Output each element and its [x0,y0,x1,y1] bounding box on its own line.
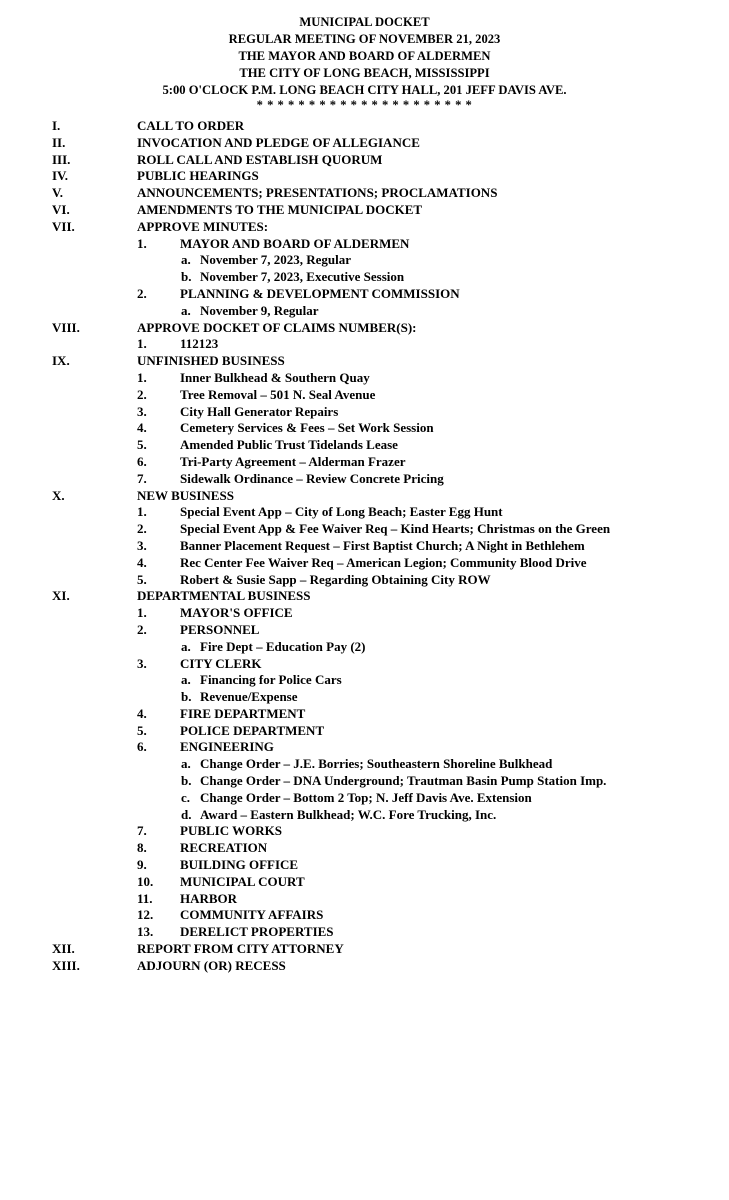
star-divider: * * * * * * * * * * * * * * * * * * * * * [256,98,473,112]
agenda-subitem [0,756,729,773]
agenda-subitem-title: November 7, 2023, Regular [200,252,352,268]
agenda-item-title: FIRE DEPARTMENT [180,705,306,721]
agenda-item-number: 2. [137,386,147,402]
agenda-item-number: 1. [137,336,147,352]
agenda-item-title: MAYOR'S OFFICE [180,605,293,621]
agenda-section-number: XI. [52,588,70,604]
agenda-item [0,454,729,471]
agenda-section-title: ANNOUNCEMENTS; PRESENTATIONS; PROCLAMATIONS [137,185,498,201]
agenda-item-number: 8. [137,840,147,856]
agenda-item [0,874,729,891]
agenda-section [0,588,729,605]
agenda-section-title: PUBLIC HEARINGS [137,168,259,184]
agenda-section-title: CALL TO ORDER [137,118,245,133]
city-line: THE CITY OF LONG BEACH, MISSISSIPPI [239,66,490,80]
agenda-item-number: 11. [137,890,153,906]
agenda-item-title: RECREATION [180,840,268,856]
agenda-item-number: 1. [137,605,147,621]
agenda-item [0,404,729,421]
agenda-subitem-number: a. [181,756,191,772]
agenda-item [0,823,729,840]
agenda-section-title: ADJOURN (OR) RECESS [137,957,286,973]
agenda-item [0,471,729,488]
agenda-subitem-title: November 9, Regular [200,302,319,318]
agenda-section-number: XIII. [52,957,80,973]
agenda-item-title: DERELICT PROPERTIES [180,924,334,940]
agenda-item-title: Special Event App & Fee Waiver Req – Kind Hearts; Christmas on the Green [180,521,611,537]
agenda-item [0,656,729,673]
agenda-item-title: Inner Bulkhead & Southern Quay [180,369,370,385]
agenda-item-number: 1. [137,235,147,251]
docket-header [0,14,729,112]
agenda-item-number: 5. [137,437,147,453]
agenda-item-title: Tri-Party Agreement – Alderman Frazer [180,453,406,469]
agenda-item-number: 9. [137,857,147,873]
agenda-item [0,605,729,622]
agenda-list [0,118,729,975]
agenda-section [0,152,729,169]
agenda-item-title: Tree Removal – 501 N. Seal Avenue [180,386,376,402]
agenda-section-number: V. [52,185,63,201]
agenda-section [0,135,729,152]
agenda-item-title: BUILDING OFFICE [180,857,299,873]
agenda-item [0,857,729,874]
agenda-item [0,538,729,555]
agenda-section-title: UNFINISHED BUSINESS [137,353,285,369]
agenda-section-title: INVOCATION AND PLEDGE OF ALLEGIANCE [137,134,420,150]
agenda-subitem-number: b. [181,689,192,705]
agenda-subitem-title: Change Order – DNA Underground; Trautman Basin Pump Station Imp. [200,773,607,789]
agenda-subitem [0,790,729,807]
agenda-subitem [0,269,729,286]
agenda-subitem-number: d. [181,806,192,822]
agenda-section [0,118,729,135]
agenda-subitem [0,303,729,320]
agenda-item-number: 2. [137,621,147,637]
agenda-item-number: 4. [137,554,147,570]
agenda-item [0,840,729,857]
agenda-section-number: III. [52,151,71,167]
agenda-item [0,706,729,723]
agenda-section-number: II. [52,134,66,150]
agenda-section-number: I. [52,118,61,133]
agenda-subitem-title: November 7, 2023, Executive Session [200,269,405,285]
agenda-section-number: IX. [52,353,70,369]
agenda-section-title: NEW BUSINESS [137,487,234,503]
agenda-item [0,437,729,454]
agenda-item-number: 6. [137,739,147,755]
agenda-subitem [0,672,729,689]
agenda-item-number: 1. [137,369,147,385]
agenda-item [0,387,729,404]
agenda-item-title: City Hall Generator Repairs [180,403,339,419]
agenda-section-number: X. [52,487,65,503]
agenda-item-title: Cemetery Services & Fees – Set Work Session [180,420,434,436]
agenda-subitem-title: Financing for Police Cars [200,672,342,688]
agenda-section-title: APPROVE DOCKET OF CLAIMS NUMBER(S): [137,319,417,335]
agenda-section-number: IV. [52,168,69,184]
agenda-item-number: 2. [137,285,147,301]
agenda-item-title: Robert & Susie Sapp – Regarding Obtaining City ROW [180,571,491,587]
agenda-section [0,185,729,202]
agenda-item-title: Rec Center Fee Waiver Req – American Legion; Community Blood Drive [180,554,587,570]
agenda-item [0,572,729,589]
agenda-item [0,622,729,639]
meeting-line: REGULAR MEETING OF NOVEMBER 21, 2023 [228,32,501,46]
agenda-item-title: Amended Public Trust Tidelands Lease [180,437,398,453]
agenda-item-title: PUBLIC WORKS [180,823,282,839]
agenda-subitem-title: Award – Eastern Bulkhead; W.C. Fore Trucking, Inc. [200,806,497,822]
agenda-item-number: 3. [137,655,147,671]
agenda-section-title: REPORT FROM CITY ATTORNEY [137,941,344,957]
agenda-item-number: 2. [137,521,147,537]
agenda-item-title: MUNICIPAL COURT [180,873,305,889]
agenda-item [0,236,729,253]
agenda-item-number: 5. [137,722,147,738]
agenda-item-number: 3. [137,403,147,419]
agenda-item-title: MAYOR AND BOARD OF ALDERMEN [180,235,410,251]
agenda-item-title: Sidewalk Ordinance – Review Concrete Pricing [180,470,444,486]
agenda-subitem-title: Fire Dept – Education Pay (2) [200,638,366,654]
agenda-item [0,924,729,941]
agenda-subitem-number: a. [181,302,191,318]
agenda-section [0,488,729,505]
agenda-item-title: PERSONNEL [180,621,260,637]
agenda-subitem-number: a. [181,252,191,268]
agenda-section-title: AMENDMENTS TO THE MUNICIPAL DOCKET [137,201,423,217]
agenda-subitem [0,639,729,656]
agenda-section [0,202,729,219]
docket-title: MUNICIPAL DOCKET [299,15,430,29]
agenda-section [0,353,729,370]
agenda-item-number: 13. [137,924,154,940]
agenda-section-number: VI. [52,201,70,217]
agenda-item-number: 1. [137,504,147,520]
agenda-subitem-title: Change Order – Bottom 2 Top; N. Jeff Davis Ave. Extension [200,789,532,805]
time-location-line: 5:00 O'CLOCK P.M. LONG BEACH CITY HALL, 201 JEFF DAVIS AVE. [162,83,567,97]
agenda-item [0,420,729,437]
agenda-item-number: 5. [137,571,147,587]
agenda-subitem-number: a. [181,638,191,654]
agenda-item-number: 4. [137,420,147,436]
agenda-item [0,907,729,924]
agenda-item-number: 7. [137,470,147,486]
agenda-item-title: Special Event App – City of Long Beach; Easter Egg Hunt [180,504,503,520]
board-line: THE MAYOR AND BOARD OF ALDERMEN [238,49,491,63]
agenda-item-title: PLANNING & DEVELOPMENT COMMISSION [180,285,460,301]
agenda-item-number: 4. [137,705,147,721]
agenda-section-title: DEPARTMENTAL BUSINESS [137,588,311,604]
agenda-item-title: Banner Placement Request – First Baptist Church; A Night in Bethlehem [180,537,585,553]
agenda-subitem [0,807,729,824]
agenda-item-number: 7. [137,823,147,839]
agenda-item [0,739,729,756]
agenda-subitem-number: b. [181,269,192,285]
agenda-item-title: COMMUNITY AFFAIRS [180,907,324,923]
agenda-subitem-number: c. [181,789,191,805]
agenda-item-number: 3. [137,537,147,553]
agenda-section-title: APPROVE MINUTES: [137,218,269,234]
agenda-item [0,521,729,538]
agenda-subitem-number: a. [181,672,191,688]
agenda-subitem-title: Change Order – J.E. Borries; Southeastern Shoreline Bulkhead [200,756,553,772]
agenda-item-title: POLICE DEPARTMENT [180,722,325,738]
agenda-item [0,555,729,572]
agenda-section-number: XII. [52,941,75,957]
agenda-item-title: CITY CLERK [180,655,262,671]
agenda-subitem [0,689,729,706]
agenda-section [0,320,729,337]
agenda-subitem [0,773,729,790]
agenda-subitem [0,252,729,269]
agenda-section [0,219,729,236]
agenda-section [0,958,729,975]
agenda-section [0,941,729,958]
agenda-subitem-title: Revenue/Expense [200,689,298,705]
agenda-item-number: 10. [137,873,154,889]
agenda-item [0,891,729,908]
agenda-item-title: ENGINEERING [180,739,274,755]
agenda-item [0,286,729,303]
agenda-section-number: VII. [52,218,75,234]
agenda-item-number: 12. [137,907,154,923]
agenda-item [0,370,729,387]
agenda-item-title: 112123 [180,336,219,352]
agenda-section [0,168,729,185]
agenda-item-number: 6. [137,453,147,469]
agenda-section-title: ROLL CALL AND ESTABLISH QUORUM [137,151,383,167]
agenda-item [0,504,729,521]
agenda-subitem-number: b. [181,773,192,789]
agenda-item [0,336,729,353]
agenda-item-title: HARBOR [180,890,238,906]
agenda-section-number: VIII. [52,319,80,335]
agenda-item [0,723,729,740]
